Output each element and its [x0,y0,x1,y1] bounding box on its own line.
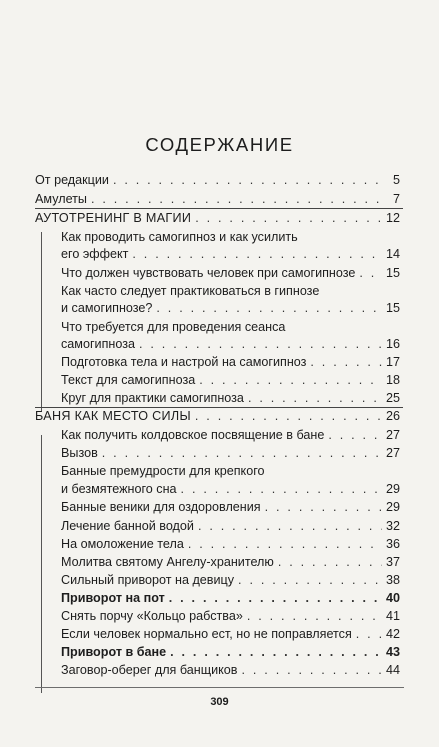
toc-entry-page: 44 [385,663,400,677]
toc-section-title: АУТОТРЕНИНГ В МАГИИ [35,211,192,225]
toc-entry-page: 38 [385,573,400,587]
toc-entry-page: 27 [385,428,400,442]
toc-entry[interactable] [61,662,400,679]
toc-entry-page: 29 [385,500,400,514]
toc-entry-page: 17 [385,355,400,369]
toc-entry-page: 43 [385,645,400,659]
toc-entry-title: Как получить колдовское посвящение в бане [61,428,325,442]
leader-dots [91,191,382,208]
leader-dots [247,608,382,625]
toc-entry-title: Текст для самогипноза [61,373,196,387]
leader-dots [310,354,382,371]
toc-entry[interactable] [61,536,400,553]
toc-entry-title: Лечение банной водой [61,519,194,533]
toc-entry-title: Круг для практики самогипноза [61,391,244,405]
page-title: СОДЕРЖАНИЕ [145,134,294,155]
toc-entry-page: 41 [385,609,400,623]
toc-entry[interactable] [61,608,400,625]
toc-entry[interactable] [61,518,400,535]
toc-entry[interactable] [61,283,319,300]
toc-entry-title: Амулеты [35,192,87,206]
toc-entry-title: Банные веники для оздоровления [61,500,261,514]
leader-dots [356,626,382,643]
toc-section-title: БАНЯ КАК МЕСТО СИЛЫ [35,409,191,423]
toc-entry-title: Приворот в бане [61,645,167,659]
leader-dots [199,372,382,389]
toc-entry-page: 7 [392,192,400,206]
toc-entry-page: 36 [385,537,400,551]
toc-entry[interactable] [61,300,400,317]
toc-entry-title: Заговор-оберег для банщиков [61,663,238,677]
leader-dots [265,499,382,516]
toc-entry[interactable] [61,246,400,263]
toc-section[interactable] [35,408,400,425]
leader-dots [181,481,382,498]
toc-entry-title: Сильный приворот на девицу [61,573,235,587]
toc-entry-page: 37 [385,555,400,569]
toc-entry-title: и самогипнозе? [61,301,153,315]
leader-dots [170,644,382,661]
toc-entry-page: 40 [385,591,400,605]
toc-entry-page: 12 [385,211,400,225]
toc-entry-page: 29 [385,482,400,496]
toc-entry[interactable] [61,572,400,589]
toc-entry[interactable] [61,590,400,607]
toc-entry-title: Что должен чувствовать человек при самогипнозе [61,266,356,280]
toc-entry-title: самогипноза [61,337,136,351]
leader-dots [248,390,382,407]
toc-entry[interactable] [61,626,400,643]
toc-section[interactable] [35,210,400,227]
toc-entry-title: Молитва святому Ангелу-хранителю [61,555,274,569]
toc-entry[interactable] [61,390,400,407]
leader-dots [198,518,382,535]
toc-entry-page: 25 [385,391,400,405]
leader-dots [238,572,382,589]
toc-entry-title: Если человек нормально ест, но не поправляется [61,627,352,641]
leader-dots [359,265,382,282]
page-number: 309 [210,696,229,708]
toc-entry-title: его эффект [61,247,129,261]
toc-entry-title: Что требуется для проведения сеанса [61,320,286,334]
leader-dots [132,246,382,263]
toc-entry-page: 27 [385,446,400,460]
toc-entry[interactable] [61,481,400,498]
toc-entry[interactable] [61,265,400,282]
leader-dots [113,172,382,189]
leader-dots [195,210,382,227]
toc-entry[interactable] [61,644,400,661]
toc-entry-title: и безмятежного сна [61,482,177,496]
toc-entry[interactable] [35,191,400,208]
section-bracket [41,232,42,412]
toc-entry-title: Как часто следует практиковаться в гипнозе [61,284,320,298]
toc-entry[interactable] [61,336,400,353]
leader-dots [156,300,382,317]
toc-entry-title: На омоложение тела [61,537,184,551]
leader-dots [242,662,382,679]
leader-dots [139,336,382,353]
toc-entry-title: Подготовка тела и настрой на самогипноз [61,355,307,369]
toc-entry-page: 42 [385,627,400,641]
toc-entry[interactable] [61,554,400,571]
toc-entry-page: 5 [392,173,400,187]
footer-rule [35,687,404,688]
toc-entry-title: Вызов [61,446,98,460]
toc-entry[interactable] [61,319,285,336]
toc-entry[interactable] [35,172,400,189]
toc-entry[interactable] [61,229,298,246]
leader-dots [195,408,382,425]
leader-dots [102,445,382,462]
leader-dots [169,590,382,607]
toc-entry[interactable] [61,354,400,371]
toc-entry-page: 26 [385,409,400,423]
toc-entry[interactable] [61,427,400,444]
toc-entry-page: 16 [385,337,400,351]
section-divider [35,208,403,209]
section-bracket [41,435,42,693]
toc-entry-title: Как проводить самогипноз и как усилить [61,230,298,244]
toc-entry-title: Банные премудрости для крепкого [61,464,265,478]
leader-dots [278,554,382,571]
toc-entry[interactable] [61,372,400,389]
toc-entry[interactable] [61,445,400,462]
leader-dots [188,536,382,553]
toc-entry[interactable] [61,463,265,480]
leader-dots [328,427,382,444]
toc-entry-title: Снять порчу «Кольцо рабства» [61,609,243,623]
toc-entry-page: 15 [385,301,400,315]
toc-entry-title: Приворот на пот [61,591,165,605]
toc-entry-title: От редакции [35,173,109,187]
toc-entry[interactable] [61,499,400,516]
toc-entry-page: 18 [385,373,400,387]
toc-entry-page: 14 [385,247,400,261]
toc-entry-page: 32 [385,519,400,533]
toc-entry-page: 15 [385,266,400,280]
